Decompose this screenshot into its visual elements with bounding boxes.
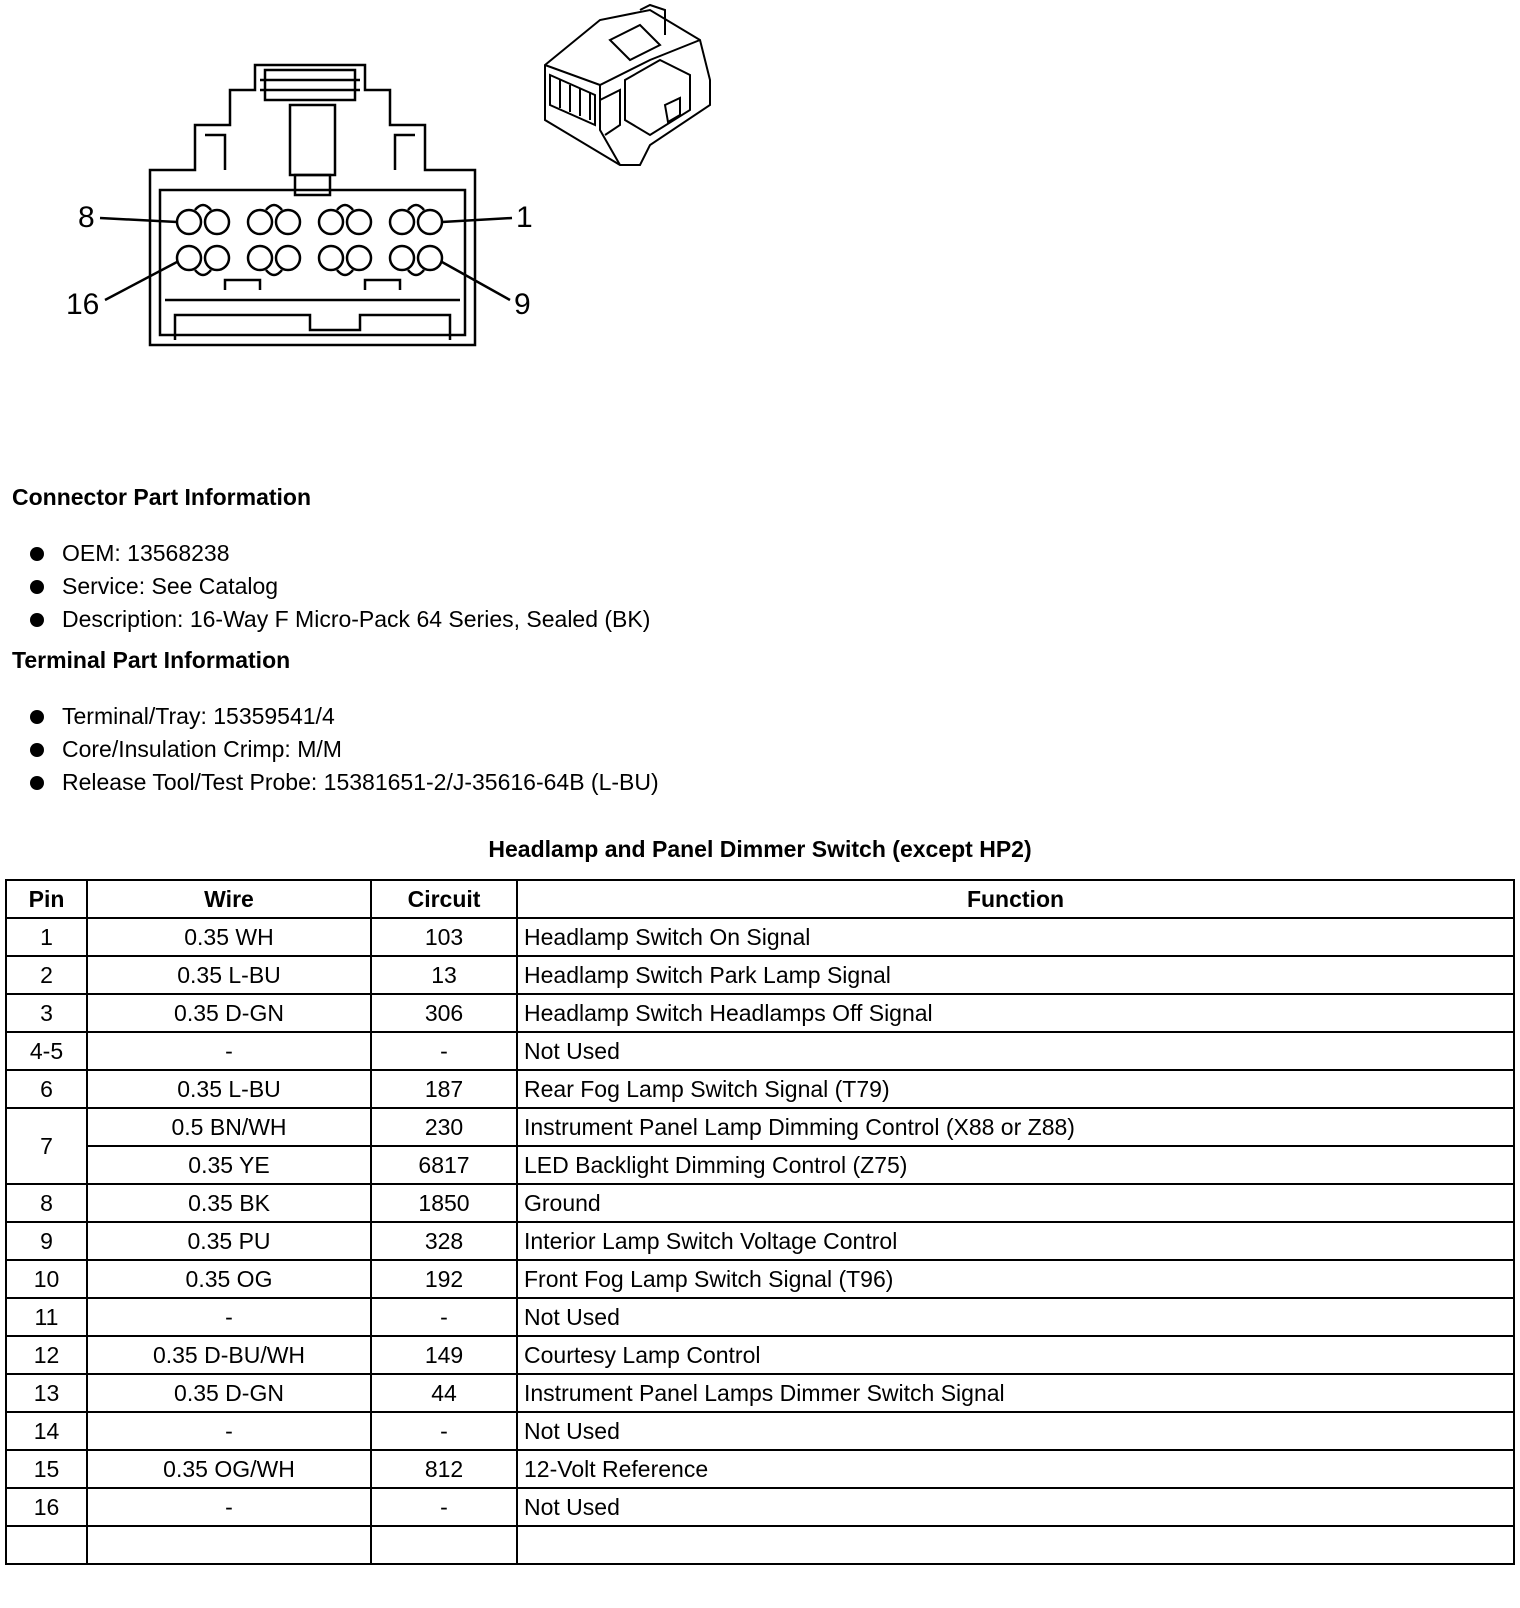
header-function: Function [517,880,1514,918]
table-row [6,1032,1514,1070]
circuit-cell: 44 [371,1374,517,1412]
circuit-cell: 306 [371,994,517,1032]
pin-cell: 12 [6,1336,87,1374]
function-cell: Not Used [517,1298,1514,1336]
terminal-info-list [30,700,659,799]
table-title: Headlamp and Panel Dimmer Switch (except HP2) [488,836,1032,862]
connector-info-list [30,537,650,636]
function-cell: Instrument Panel Lamp Dimming Control (X88 or Z88) [517,1108,1514,1146]
list-item: Core/Insulation Crimp: M/M [30,733,659,766]
function-cell: Instrument Panel Lamps Dimmer Switch Signal [517,1374,1514,1412]
wire-cell: 0.35 D-BU/WH [87,1336,371,1374]
pin-label-8: 8 [78,201,95,234]
function-cell: Not Used [517,1032,1514,1070]
pin-cell: 2 [6,956,87,994]
bottom-row-cavities [177,246,442,275]
wire-cell: 0.35 OG/WH [87,1450,371,1488]
list-item: Terminal/Tray: 15359541/4 [30,700,659,733]
pin-cell: 10 [6,1260,87,1298]
pin-cell: 1 [6,918,87,956]
wire-cell: 0.35 D-GN [87,1374,371,1412]
top-row-cavities [177,205,442,234]
function-cell: Interior Lamp Switch Voltage Control [517,1222,1514,1260]
wire-cell [87,1526,371,1564]
function-cell: Rear Fog Lamp Switch Signal (T79) [517,1070,1514,1108]
table-row [6,994,1514,1032]
table-row [6,1526,1514,1564]
circuit-cell: 230 [371,1108,517,1146]
pin-cell: 13 [6,1374,87,1412]
function-cell: Courtesy Lamp Control [517,1336,1514,1374]
wire-cell: 0.5 BN/WH [87,1108,371,1146]
table-row [6,1222,1514,1260]
pin-cell [6,1526,87,1564]
circuit-cell: 103 [371,918,517,956]
function-cell: Front Fog Lamp Switch Signal (T96) [517,1260,1514,1298]
circuit-cell: 812 [371,1450,517,1488]
table-row [6,1412,1514,1450]
circuit-cell: 328 [371,1222,517,1260]
function-cell: Headlamp Switch On Signal [517,918,1514,956]
pin-label-1: 1 [516,201,533,234]
circuit-cell: 1850 [371,1184,517,1222]
wire-cell: - [87,1488,371,1526]
wire-cell: 0.35 OG [87,1260,371,1298]
pin-label-16: 16 [66,288,100,321]
function-cell: Not Used [517,1412,1514,1450]
table-row [6,1336,1514,1374]
list-item: Description: 16-Way F Micro-Pack 64 Series, Sealed (BK) [30,603,650,636]
function-cell: 12-Volt Reference [517,1450,1514,1488]
pin-cell: 8 [6,1184,87,1222]
wire-cell: 0.35 L-BU [87,1070,371,1108]
table-row [6,1488,1514,1526]
table-row [6,918,1514,956]
pin-cell: 14 [6,1412,87,1450]
function-cell: Not Used [517,1488,1514,1526]
table-row [6,1146,1514,1184]
pin-cell: 3 [6,994,87,1032]
list-item: Service: See Catalog [30,570,650,603]
table-row [6,1108,1514,1146]
wire-cell: 0.35 BK [87,1184,371,1222]
table-row [6,1260,1514,1298]
wire-cell: - [87,1298,371,1336]
circuit-cell [371,1526,517,1564]
circuit-cell: 187 [371,1070,517,1108]
circuit-cell: 13 [371,956,517,994]
function-cell: Headlamp Switch Headlamps Off Signal [517,994,1514,1032]
pinout-table [5,879,1515,1565]
table-header-row [6,880,1514,918]
pin-cell: 16 [6,1488,87,1526]
list-item: Release Tool/Test Probe: 15381651-2/J-35616-64B (L-BU) [30,766,659,799]
table-row [6,1374,1514,1412]
circuit-cell: - [371,1488,517,1526]
wire-cell: 0.35 L-BU [87,956,371,994]
table-row [6,1298,1514,1336]
header-wire: Wire [87,880,371,918]
wire-cell: - [87,1032,371,1070]
function-cell: LED Backlight Dimming Control (Z75) [517,1146,1514,1184]
pin-label-9: 9 [514,288,531,321]
terminal-info-title: Terminal Part Information [12,647,291,673]
circuit-cell: 192 [371,1260,517,1298]
circuit-cell: - [371,1298,517,1336]
wire-cell: 0.35 PU [87,1222,371,1260]
circuit-cell: - [371,1032,517,1070]
connector-info-title: Connector Part Information [12,484,312,510]
function-cell: Ground [517,1184,1514,1222]
pin-cell: 4-5 [6,1032,87,1070]
function-cell: Headlamp Switch Park Lamp Signal [517,956,1514,994]
connector-diagram [0,0,760,360]
pin-cell: 11 [6,1298,87,1336]
function-cell [517,1526,1514,1564]
wire-cell: 0.35 D-GN [87,994,371,1032]
circuit-cell: 6817 [371,1146,517,1184]
table-row [6,1184,1514,1222]
header-circuit: Circuit [371,880,517,918]
header-pin: Pin [6,880,87,918]
pin-cell: 7 [6,1108,87,1184]
list-item: OEM: 13568238 [30,537,650,570]
table-row [6,1070,1514,1108]
pin-cell: 15 [6,1450,87,1488]
wire-cell: 0.35 WH [87,918,371,956]
table-row [6,1450,1514,1488]
circuit-cell: - [371,1412,517,1450]
wire-cell: - [87,1412,371,1450]
circuit-cell: 149 [371,1336,517,1374]
wire-cell: 0.35 YE [87,1146,371,1184]
table-row [6,956,1514,994]
connector-3d-illustration [545,5,710,165]
pin-cell: 9 [6,1222,87,1260]
pin-cell: 6 [6,1070,87,1108]
